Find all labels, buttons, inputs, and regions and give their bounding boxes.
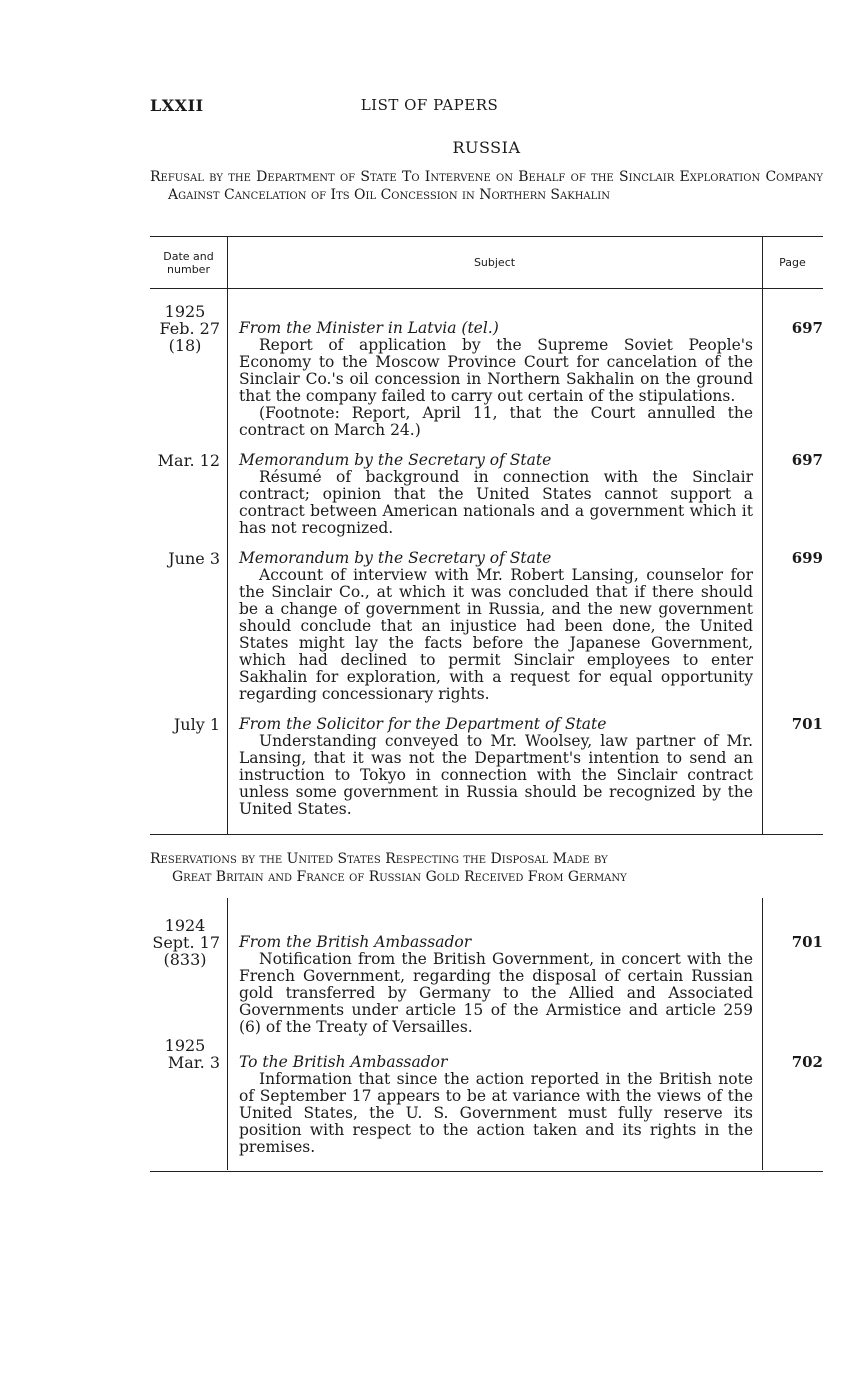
page-number: LXXII bbox=[150, 96, 204, 115]
row-subject bbox=[239, 320, 753, 439]
section-title: RUSSIA bbox=[452, 138, 521, 157]
column-divider bbox=[227, 236, 228, 834]
document-title: Memorandum by the Secretary of State bbox=[239, 549, 552, 567]
document-title: To the British Ambassador bbox=[239, 1053, 448, 1071]
document-summary: Information that since the action reported in the British note of September 17 appears to be at variance with the views of the United States, the U. S. Government must fully reserve its position with respect to the action taken and its rights in the premises. bbox=[239, 1070, 753, 1156]
papers-table-2 bbox=[150, 898, 823, 1178]
table-bottom-rule bbox=[150, 834, 823, 835]
column-divider bbox=[227, 898, 228, 1170]
row-page: 699 bbox=[791, 549, 823, 567]
document-title: From the British Ambassador bbox=[239, 933, 472, 951]
running-title: LIST OF PAPERS bbox=[360, 96, 499, 114]
row-date: 1925 Feb. 27 (18) bbox=[159, 302, 220, 355]
document-footnote: (Footnote: Report, April 11, that the Court annulled the contract on March 24.) bbox=[239, 404, 753, 439]
header-bottom-rule bbox=[150, 288, 823, 289]
document-summary: Report of application by the Supreme Soviet People's Economy to the Moscow Province Court for cancelation of the Sinclair Co.'s oil concession in Northern Sakhalin on the ground that the company failed to carry out certain of the stipulations. bbox=[239, 336, 753, 405]
topic-heading-1: Refusal by the Department of State To Intervene on Behalf of the Sinclair Exploration Company Against Cancelation of Its Oil Concession in Northern Sakhalin bbox=[150, 169, 823, 203]
row-date: June 3 bbox=[168, 549, 220, 568]
document-summary: Understanding conveyed to Mr. Woolsey, law partner of Mr. Lansing, that it was not the Department's intention to send an instruction to Tokyo in connection with the Sinclair contract unless some government in Russia should be recognized by the United States. bbox=[239, 732, 753, 818]
row-subject bbox=[239, 452, 753, 537]
row-page: 702 bbox=[791, 1053, 823, 1071]
row-subject bbox=[239, 550, 753, 703]
document-title: From the Minister in Latvia (tel.) bbox=[239, 319, 499, 337]
row-page: 701 bbox=[791, 715, 823, 733]
document-title: Memorandum by the Secretary of State bbox=[239, 451, 552, 469]
row-page: 701 bbox=[791, 933, 823, 951]
row-date: 1924 Sept. 17 (833) bbox=[152, 916, 220, 969]
row-date: 1925 Mar. 3 bbox=[164, 1036, 220, 1072]
row-page: 697 bbox=[791, 319, 823, 337]
table-bottom-rule bbox=[150, 1171, 823, 1172]
document-summary: Notification from the British Government, in concert with the French Government, regarding the disposal of certain Russian gold transferred by Germany to the Allied and Associated Governments under article 15 of the Armistice and article 259 (6) of the Treaty of Versailles. bbox=[239, 950, 753, 1036]
row-subject bbox=[239, 716, 753, 818]
header-page: Page bbox=[779, 256, 806, 269]
document-summary: Account of interview with Mr. Robert Lansing, counselor for the Sinclair Co., at which it was concluded that if there should be a change of government in Russia, and the new government should conclude that an injustice had been done, the United States might lay the facts before the Japanese Government, which had declined to permit Sinclair employees to enter Sakhalin for exploration, with a request for equal opportunity regarding concessionary rights. bbox=[239, 566, 753, 703]
topic-heading-2: Reservations by the United States Respecting the Disposal Made by Great Britain and France of Russian Gold Received From Germany bbox=[150, 851, 627, 885]
header-date: Date and number bbox=[163, 250, 214, 276]
column-divider bbox=[762, 236, 763, 834]
row-page: 697 bbox=[791, 451, 823, 469]
column-divider bbox=[762, 898, 763, 1170]
papers-table-1 bbox=[150, 236, 823, 836]
header-subject: Subject bbox=[473, 256, 516, 269]
row-subject bbox=[239, 1054, 753, 1156]
document-title: From the Solicitor for the Department of State bbox=[239, 715, 607, 733]
row-subject bbox=[239, 934, 753, 1036]
document-summary: Résumé of background in connection with the Sinclair contract; opinion that the United States cannot support a contract between American nationals and a government which it has not recognized. bbox=[239, 468, 753, 537]
table-top-rule bbox=[150, 236, 823, 237]
row-date: Mar. 12 bbox=[157, 451, 220, 470]
row-date: July 1 bbox=[173, 715, 220, 734]
